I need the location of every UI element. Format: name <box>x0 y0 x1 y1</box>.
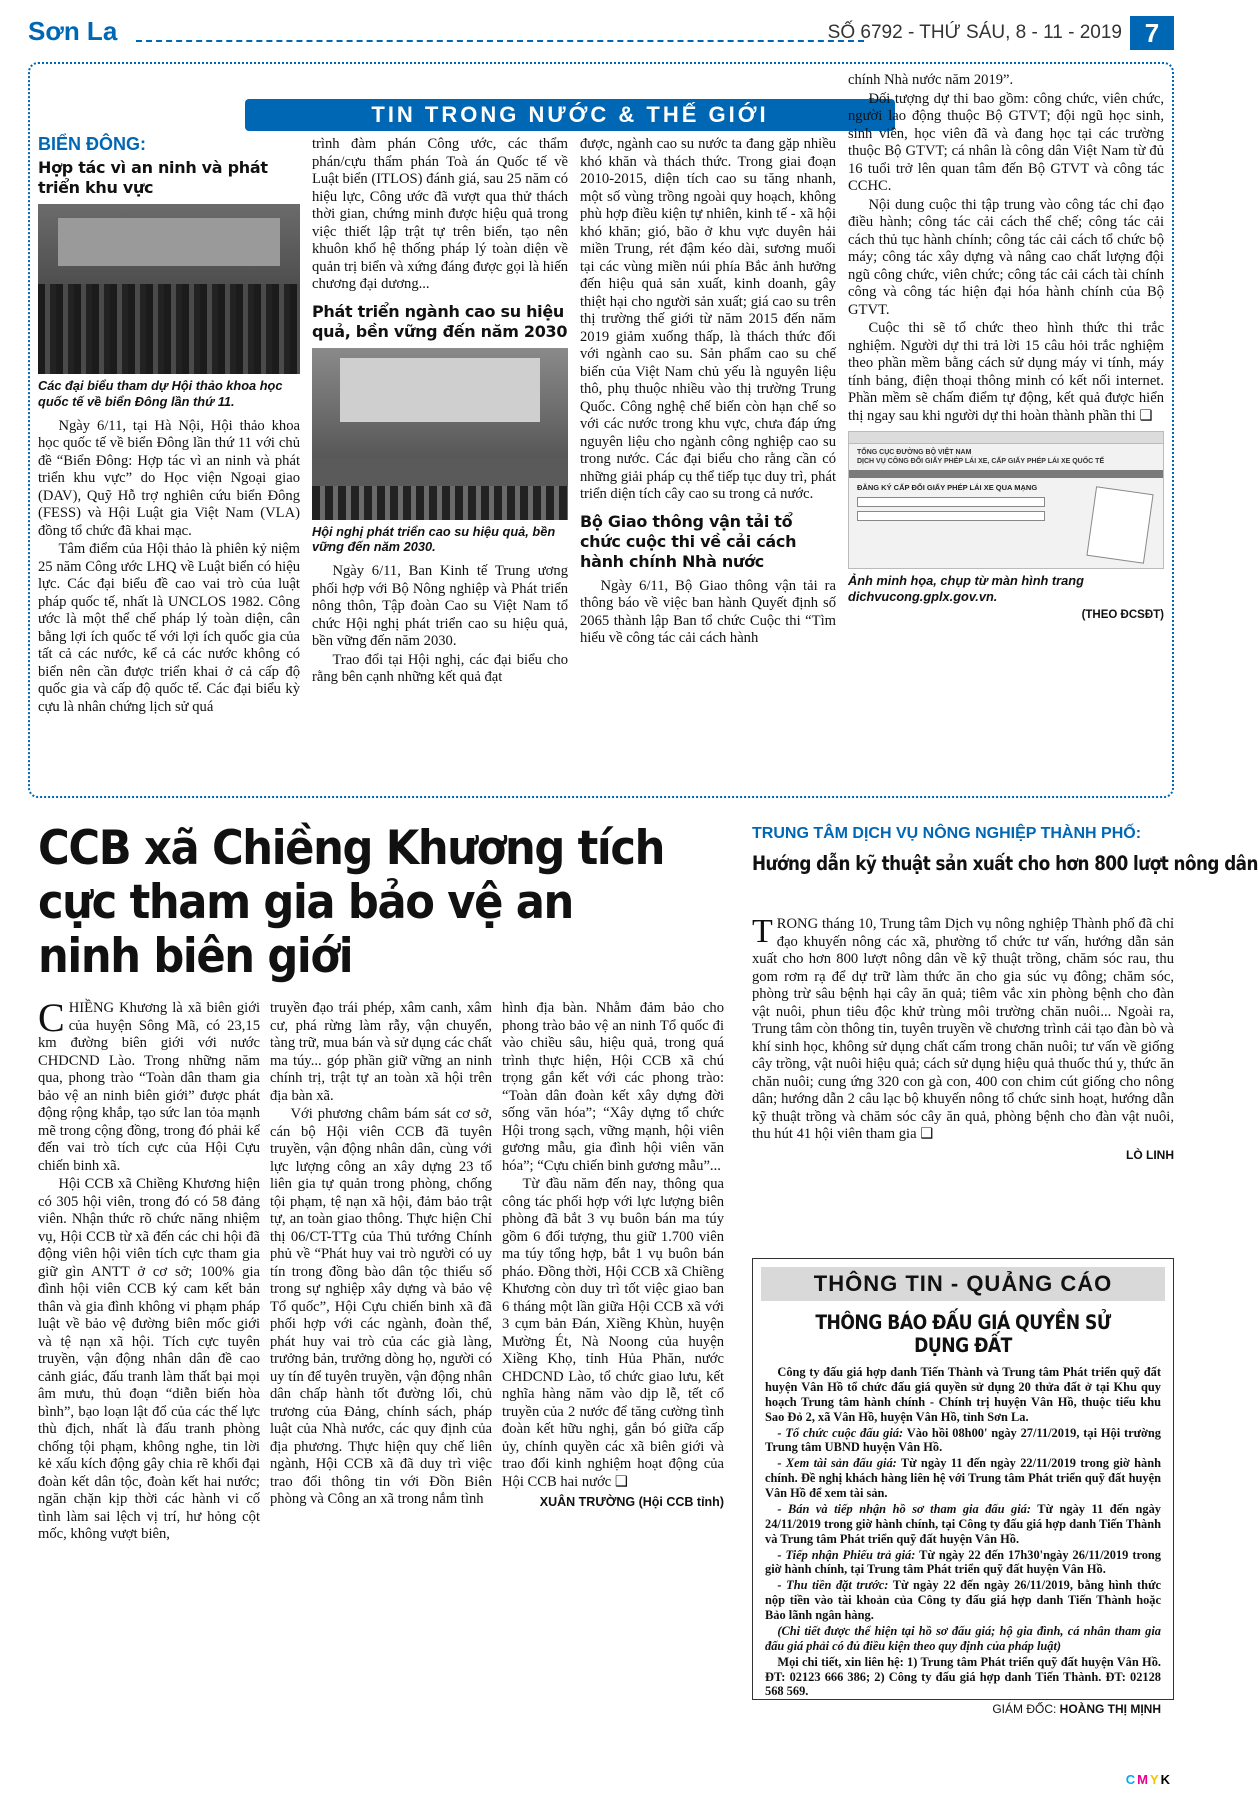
source-credit: (THEO ĐCSĐT) <box>1081 608 1164 621</box>
news-box <box>28 62 1174 798</box>
drop-cap: T <box>752 913 773 950</box>
header-divider <box>136 40 864 42</box>
site-header <box>849 444 1163 470</box>
paragraph: Với phương châm bám sát cơ sở, cán bộ Hội viên CCB đã tuyên truyền, vận động nhân dân, cùng với lực lượng công an xây dựng 23 tổ liên gia tự quản trong phòng, chống tội phạm, tệ nạn xã hội, đảm bảo trật tự, an toàn giao thông. Thực hiện Chỉ thị 06/CT-TTg của Thủ tướng Chính phủ về “Phát huy vai trò người có uy tín trong đồng bào dân tộc thiểu số trong sự nghiệp xây dựng và bảo vệ Tổ quốc”, Hội Cựu chiến binh xã đã phối hợp với các ngành, đoàn thể, phát huy vai trò của các già làng, trưởng bản, trưởng dòng họ, người có uy tín để tuyên truyền, vận động nhân dân chấp hành tốt đường lối, chủ trương của Đảng, chính sách, pháp luật của Nhà nước, các quy định của địa phương. Thực hiện quy chế liên ngành, Hội CCB xã đã duy trì việc trao đổi thông tin với Đồn Biên phòng và Công an xã trong nắm tình <box>270 1106 492 1507</box>
ad-note: (Chi tiết được thể hiện tại hồ sơ đấu giá; hộ gia đình, cá nhân tham gia đấu giá phải có đủ điều kiện theo quy định của pháp luật) <box>765 1623 1161 1653</box>
ad-item <box>765 1456 1161 1501</box>
newspaper-brand: Sơn La <box>28 16 118 46</box>
paragraph: Nội dung cuộc thi tập trung vào công tác chỉ đạo điều hành; công tác cải cách thể chế; công tác cải cách thủ tục hành chính; công tác cải cách tổ chức bộ máy; công tác xây dựng và nâng cao chất lượng đội ngũ công chức, viên chức; công tác cải cách tài chính công và công tác hiện đại hóa hành chính của Bộ GTVT. <box>848 196 1164 318</box>
ad-item-label: - Thu tiền đặt trước: <box>777 1578 889 1593</box>
news-column-4 <box>848 72 1164 621</box>
conference-photo <box>38 204 300 374</box>
page-number: 7 <box>1130 16 1174 50</box>
signature-name: HOÀNG THỊ MỊNH <box>1059 1702 1161 1717</box>
ad-item-label: - Tiếp nhận Phiếu trả giá: <box>777 1547 916 1562</box>
section-banner: TIN TRONG NƯỚC & THẾ GIỚI <box>245 99 895 131</box>
form-title: ĐĂNG KÝ CẤP ĐỔI GIẤY PHÉP LÁI XE QUA MẠNG <box>857 483 1038 493</box>
ad-intro: Công ty đấu giá hợp danh Tiến Thành và Trung tâm Phát triển quỹ đất huyện Vân Hồ tổ chức đấu giá quyền sử dụng 20 thửa đất ở tại Khu quy hoạch Trung tâm hành chính - Chính trị huyện Vân Hồ, thuộc tiểu khu Sao Đỏ 2, xã Vân Hồ, huyện Vân Hồ, tỉnh Sơn La. <box>765 1365 1161 1424</box>
main-column-1 <box>38 995 260 1545</box>
ad-item-text: Từ ngày 22 đến ngày 26/11/2019, bằng hình thức nộp tiền vào tài khoản của Công ty đấu giá hợp danh Tiến Thành hoặc Bảo lãnh ngân hàng. <box>765 1578 1161 1622</box>
paragraph-text: HIỀNG Khương là xã biên giới của huyện Sông Mã, có 23,15 km đường biên giới với nước CHDCND Lào. Trong những năm qua, phong trào “Toàn dân tham gia bảo vệ an ninh biên giới” được phát động rộng khắp, tạo sức lan tỏa mạnh mẽ trong cộng đồng, trong đó phải kể đến vai trò tích cực của Hội Cựu chiến binh xã. <box>38 1000 260 1174</box>
audience <box>312 486 568 520</box>
head-table <box>312 458 568 486</box>
agri-kicker: TRUNG TÂM DỊCH VỤ NÔNG NGHIỆP THÀNH PHỐ: <box>752 825 1142 842</box>
ad-item <box>765 1548 1161 1578</box>
news-column-3 <box>580 136 836 649</box>
paragraph: Cuộc thi sẽ tổ chức theo hình thức thi trắc nghiệm. Người dự thi trả lời 15 câu hỏi trắc nghiệm theo phần mềm bằng cách sử dụng máy vi tính, máy tính bảng, điện thoại thông minh có kết nối internet. Phần mềm sẽ chấm điểm tự động, kết quả được hiển thị ngay sau khi người dự thi hoàn thành phần thi ❑ <box>848 320 1164 424</box>
photo-caption: Ảnh minh họa, chụp từ màn hình trang dichvucong.gplx.gov.vn. <box>848 573 1084 604</box>
photo-caption: Hội nghị phát triển cao su hiệu quả, bền vững đến năm 2030. <box>312 523 556 555</box>
form-field <box>857 497 1045 507</box>
site-org: TỔNG CỤC ĐƯỜNG BỘ VIỆT NAM <box>857 449 972 456</box>
form-field <box>857 511 1045 521</box>
article-kicker: BIỂN ĐÔNG: <box>38 134 146 154</box>
article-title: Hợp tác vì an ninh và phát triển khu vực <box>38 158 268 197</box>
paragraph: Hội CCB xã Chiềng Khương hiện có 305 hội viên, trong đó có 58 đảng viên. Nhận thức rõ chức năng nhiệm vụ, Hội CCB từ xã đến các chi hội đã động viên hội viên tích cực tham gia giữ gìn ANTT ở cơ sở; 100% gia đình hội viên CCB ký cam kết bản thân và gia đình không vi phạm pháp luật về bảo vệ đường biên mốc giới và tệ nạn xã hội. Tích cực tuyên truyền, vận động nhân dân đề cao cảnh giác, đấu tranh làm thất bại mọi âm mưu, thủ đoạn “diễn biến hòa bình”, bạo loạn lật đổ của các thế lực thù địch, nhất là đấu tranh phòng chống tội phạm, không nghe, tin lời kẻ xấu kích động gây chia rẽ khối đại đoàn kết dân tộc, đoàn kết hai nước; ngăn chặn kịp thời các hành vi cố tình làm sai lệch vị trí, hư hỏng cột mốc, không vượt biên, <box>38 1176 260 1542</box>
main-column-3 <box>502 1000 724 1509</box>
site-nav <box>849 470 1163 478</box>
paragraph: Ngày 6/11, tại Hà Nội, Hội thảo khoa học quốc tế về biển Đông lần thứ 11 với chủ đề “Biển Đông: Hợp tác vì an ninh và phát triển khu vực” do Học viện Ngoại giao (DAV), Quỹ Hỗ trợ nghiên cứu biển Đông (FESS) và Hội Luật gia Việt Nam (VLA) đồng tổ chức đã khai mạc. <box>38 417 300 539</box>
paragraph: chính Nhà nước năm 2019”. <box>848 72 1014 88</box>
paragraph: trình đàm phán Công ước, các thẩm phán/cựu thẩm phán Toà án Quốc tế về Luật biển (ITLOS) đánh giá, sau 25 năm có hiệu lực, Công ước đã vượt qua thử thách thời gian, chứng minh được hiệu quả trong việc thiết lập trật tự trên biển, tạo nên khuôn khổ hệ thống pháp lý toàn diện về quản trị biển và xứng đáng được gọi là hiến chương đại dương... <box>312 136 568 292</box>
ad-item-text: Từ ngày 11 đến ngày 22/11/2019 trong giờ hành chính. Đề nghị khách hàng liên hệ với Trung tâm Phát triển quỹ đất huyện Vân Hồ để xem tài sản. <box>765 1456 1161 1500</box>
paragraph: hình địa bàn. Nhằm đảm bảo cho phong trào bảo vệ an ninh Tổ quốc đi vào chiều sâu, hiệu quả, trong quá trình thực hiện, Hội CCB xã chú trọng gắn kết với các phong trào: “Toàn dân đoàn kết xây dựng đời sống văn hóa”; “Xây dựng tổ chức Hội trong sạch, vững mạnh, hội viên gương mẫu, gia đình hội viên văn hóa”; “Cựu chiến binh gương mẫu”... <box>502 1000 724 1174</box>
ad-item <box>765 1502 1161 1547</box>
article-title: Bộ Giao thông vận tải tổ chức cuộc thi về cải cách hành chính Nhà nước <box>580 511 797 571</box>
news-column-1 <box>38 134 300 717</box>
agri-headline: Hướng dẫn kỹ thuật sản xuất cho hơn 800 lượt nông dân <box>752 852 1258 875</box>
browser-bar <box>849 432 1163 444</box>
license-card <box>1086 486 1153 563</box>
cmyk-y: Y <box>1149 1772 1161 1787</box>
ad-item-text: Từ ngày 22 đến 17h30'ngày 26/11/2019 trong giờ hành chính, tại Trung tâm Phát triển quỹ đất huyện Vân Hồ. <box>765 1547 1161 1577</box>
ad-item-label: - Bán và tiếp nhận hồ sơ tham gia đấu giá: <box>777 1501 1031 1516</box>
cmyk-c: C <box>1125 1772 1138 1787</box>
cmyk-k: K <box>1160 1772 1172 1787</box>
signature-label: GIÁM ĐỐC: <box>992 1702 1057 1717</box>
stage-backdrop <box>58 218 280 266</box>
cmyk-m: M <box>1137 1772 1150 1787</box>
ad-item-text: Từ ngày 11 đến ngày 24/11/2019 trong giờ hành chính, tại Công ty đấu giá hợp danh Tiến Thành và Trung tâm Phát triển quỹ đất huyện Vân Hồ. <box>765 1501 1161 1546</box>
paragraph: Ngày 6/11, Bộ Giao thông vận tải ra thông báo về việc ban hành Quyết định số 2065 thành lập Ban tổ chức Cuộc thi “Tìm hiểu về công tác cải cách hành <box>580 577 836 646</box>
paragraph-text: RONG tháng 10, Trung tâm Dịch vụ nông nghiệp Thành phố đã chỉ đạo khuyến nông các xã, phường tổ chức tư vấn, hướng dẫn sản xuất cho hơn 800 lượt nông dân về kỹ thuật trồng, chăm sóc rau, thu gom rơm rạ để dự trữ làm thức ăn cho gia súc vụ đông; chăm sóc, phòng trừ sâu bệnh hại cây ăn quả; tiêm vắc xin phòng bệnh cho đàn vật nuôi, phun tiêu độc khử trùng môi trường chăn nuôi... Ngoài ra, Trung tâm còn thông tin, tuyên truyền về chương trình cải tạo đàn bò và khí sinh học, không sử dụng chất cấm trong chăn nuôi; tư vấn về giống cây trồng, vật nuôi hiệu quả; cách sử dụng hiệu quả thuốc thú y, thức ăn chăn nuôi; cung ứng 320 con gà con, 400 con chim cút giống cho nông dân; hướng dẫn 2 câu lạc bộ khuyến nông tổ chức sinh hoạt, hướng dẫn kỹ thuật trồng và chăm sóc cây ăn quả, phòng bệnh cho đàn vật nuôi, thu hút 41 hội viên tham gia ❑ <box>752 916 1174 1142</box>
advertisement-box <box>752 1258 1174 1717</box>
ad-item-label: - Xem tài sản đấu giá: <box>777 1456 897 1471</box>
paragraph: Từ đầu năm đến nay, thông qua công tác phối hợp với lực lượng biên phòng đã bắt 3 vụ buôn bán ma túy gồm 6 đối tượng, thu giữ 1.700 viên ma túy tổng hợp, bắt 1 vụ buôn bán pháo. Đồng thời, Hội CCB xã Chiềng Khương còn duy trì tốt việc giao ban 6 tháng một lần giữa Hội CCB xã với 3 cụm bản Đán, Xiềng Khùn, huyện Mường Ét, Nà Noong của huyện Xiềng Khọ, tỉnh Hủa Phăn, nước CHDCND Lào, tổ chức giao lưu, kết nghĩa hàng năm vào dịp lễ, tết cổ truyền của 2 nước để tăng cường tình đoàn kết hữu nghị, gắn bó giữa cấp ủy, chính quyền các xã biên giới và trao đổi kinh nghiệm hoạt động của Hội CCB hai nước ❑ <box>502 1176 724 1490</box>
ad-item-text: Vào hồi 08h00' ngày 27/11/2019, tại Hội trường Trung tâm UBND huyện Vân Hồ. <box>765 1425 1161 1455</box>
ad-section-header: THÔNG TIN - QUẢNG CÁO <box>761 1267 1165 1301</box>
website-screenshot <box>848 431 1164 569</box>
rubber-conference-photo <box>312 348 568 520</box>
main-column-2 <box>270 1000 492 1510</box>
print-color-marks <box>1126 1772 1172 1787</box>
ad-title: THÔNG BÁO ĐẤU GIÁ QUYỀN SỬ DỤNG ĐẤT <box>815 1311 1111 1357</box>
article-title: Phát triển ngành cao su hiệu quả, bền vững đến năm 2030 <box>312 301 568 341</box>
paragraph: Ngày 6/11, Ban Kinh tế Trung ương phối hợp với Bộ Nông nghiệp và Phát triển nông thôn, Tập đoàn Cao su Việt Nam tổ chức Hội nghị phát triển cao su hiệu quả, bền vững đến năm 2030. <box>312 563 568 650</box>
ad-contact: Mọi chi tiết, xin liên hệ: 1) Trung tâm Phát triển quỹ đất huyện Vân Hồ. ĐT: 02123 666 386; 2) Công ty đấu giá hợp danh Tiến Thành. ĐT: 02128 568 569. <box>765 1654 1161 1699</box>
paragraph: truyền đạo trái phép, xâm canh, xâm cư, phá rừng làm rẫy, vận chuyển, tàng trữ, mua bán và sử dụng các chất ma túy... góp phần giữ vững an ninh chính trị, trật tự an toàn xã hội trên địa bàn xã. <box>270 1000 492 1104</box>
news-column-2 <box>312 136 568 688</box>
ad-signature <box>765 1702 1161 1716</box>
ad-item <box>765 1578 1161 1623</box>
paragraph: Trao đổi tại Hội nghị, các đại biểu cho rằng bên cạnh những kết quả đạt <box>312 651 568 686</box>
paragraph <box>752 913 1174 1144</box>
paragraph <box>38 995 260 1175</box>
author-byline: XUÂN TRƯỜNG (Hội CCB tỉnh) <box>539 1495 724 1509</box>
main-headline: CCB xã Chiềng Khương tích cực tham gia bảo vệ an ninh biên giới <box>38 821 665 985</box>
agri-body <box>752 913 1174 1162</box>
page-header <box>28 16 1174 50</box>
site-service: DỊCH VỤ CÔNG ĐỔI GIẤY PHÉP LÁI XE, CẤP GIẤY PHÉP LÁI XE QUỐC TẾ <box>857 458 1105 466</box>
ad-item <box>765 1426 1161 1456</box>
delegates-crowd <box>38 284 300 374</box>
paragraph: Tâm điểm của Hội thảo là phiên kỷ niệm 25 năm Công ước LHQ về Luật biển có hiệu lực. Các đại biểu đề cao vai trò của luật pháp quốc tế, nhất là UNCLOS 1982. Công ước là một thể chế pháp lý toàn diện, cân bằng lợi ích quốc tế với lợi ích quốc gia của tất cả các nước, kể cả các nước không có biển nên cần được triển khai ở cả cấp độ quốc gia và cấp độ quốc tế. Các đại biểu kỳ cựu là nhân chứng lịch sử quá <box>38 541 300 715</box>
drop-cap: C <box>38 995 65 1040</box>
author-byline: LÒ LINH <box>1126 1147 1174 1162</box>
issue-date: SỐ 6792 - THỨ SÁU, 8 - 11 - 2019 <box>827 22 1122 43</box>
projection-screen <box>340 358 540 422</box>
paragraph: Đối tượng dự thi bao gồm: công chức, viên chức, người lao động thuộc Bộ GTVT; đội ngũ học sinh, sinh viên, học viên đã và đang học tại các trường thuộc Bộ GTVT; cá nhân là công dân Việt Nam từ đủ 16 tuổi trở lên quan tâm đến Bộ GTVT và công tác CCHC. <box>848 90 1164 194</box>
ad-item-label: - Tổ chức cuộc đấu giá: <box>777 1425 904 1440</box>
paragraph: được, ngành cao su nước ta đang gặp nhiều khó khăn và thách thức. Trong giai đoạn 2010-2015, diện tích cao su tăng nhanh, một số vùng trồng ngoài quy hoạch, không phù hợp điều kiện tự nhiên, kinh tế - xã hội khó khăn; gió, bão ở khu vực duyên hải miền Trung, rét đậm kéo dài, sương muối tại các vùng miền núi phía Bắc ảnh hưởng đến hiệu quả sản xuất, kinh doanh, gây thiệt hại cho người sản xuất; giá cao su trên thị trường thế giới từ năm 2015 đến năm 2019 giảm xuống thấp, là thách thức đối với ngành cao su. Sản phẩm cao su chế biến của Việt Nam chủ yếu là nguyên liệu thô, phụ thuộc nhiều vào thị trường Trung Quốc. Công nghệ chế biến còn hạn chế so với các nước trong khu vực, chưa đáp ứng nguyên liệu cho ngành công nghiệp cao su trong nước. Các đại biểu cho rằng cần có những giải pháp cụ thể tiếp tục duy trì, phát triển diện tích cây cao su trong cả nước. <box>580 136 836 502</box>
photo-caption: Các đại biểu tham dự Hội thảo khoa học quốc tế về biển Đông lần thứ 11. <box>38 378 283 409</box>
